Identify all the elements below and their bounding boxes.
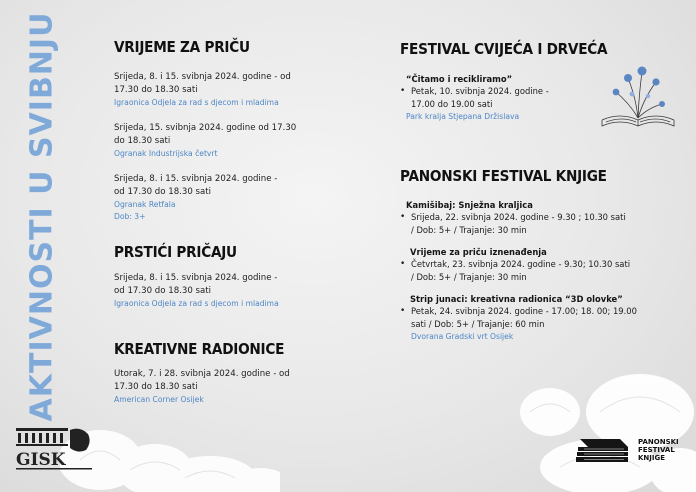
vertical-title-text: AKTIVNOSTI U SVIBNJU xyxy=(24,11,60,421)
section-panonski-festival xyxy=(400,167,665,343)
event-item: Strip junaci: kreativna radionica “3D olovke” • Petak, 24. svibnja 2024. godine - 17.00; 18. 00; 19.00 sati / Dob: 5+ / Trajanje: 60 min Dvorana Gradski vrt Osijek xyxy=(400,293,665,343)
section-prstici-pricaju xyxy=(114,243,344,310)
event-item: Kamišibaj: Snježna kraljica • Srijeda, 22. svibnja 2024. godine - 9.30 ; 10.30 sati / Dob: 5+ / Trajanje: 30 min xyxy=(400,199,665,237)
gisk-logo-text: GISK xyxy=(16,450,66,470)
event-subtitle: Vrijeme za priču iznenađenja xyxy=(410,247,547,257)
vertical-title xyxy=(22,11,62,421)
section-title: VRIJEME ZA PRIČU xyxy=(114,38,250,56)
event-item: “Čitamo i recikliramo” • Petak, 10. svibnja 2024. godine - 17.00 do 19.00 sati Park kralja Stjepana Držislava xyxy=(400,73,665,123)
venue-text: American Corner Osijek xyxy=(114,395,204,404)
bullet-dot: • xyxy=(400,212,406,222)
bullet-dot: • xyxy=(400,86,406,96)
section-vrijeme-za-pricu xyxy=(114,38,344,223)
books-stack-icon xyxy=(574,433,632,467)
venue-text: Ogranak Retfala xyxy=(114,200,176,209)
event-entry: Srijeda, 8. i 15. svibnja 2024. godine - od 17.30 do 18.30 sati Igraonica Odjela za rad s djecom i mladima xyxy=(114,71,344,109)
bullet-dot: • xyxy=(400,306,406,316)
event-subtitle: Kamišibaj: Snježna kraljica xyxy=(406,200,533,210)
venue-text: Ogranak Industrijska četvrt xyxy=(114,149,218,158)
venue-text: Igraonica Odjela za rad s djecom i mladima xyxy=(114,299,279,308)
left-column xyxy=(114,38,344,406)
panonski-festival-logo-text: PANONSKI FESTIVAL KNJIGE xyxy=(638,438,679,462)
panonski-festival-logo xyxy=(574,432,684,468)
event-entry: Srijeda, 15. svibnja 2024. godine od 17.30 do 18.30 sati Ogranak Industrijska četvrt xyxy=(114,122,344,160)
event-item: Vrijeme za priču iznenađenja • Četvrtak, 23. svibnja 2024. godine - 9.30; 10.30 sati / Dob: 5+ / Trajanje: 30 min xyxy=(400,246,665,284)
bullet-dot: • xyxy=(400,259,406,269)
venue-text: Park kralja Stjepana Držislava xyxy=(406,112,520,121)
event-entry: Srijeda, 8. i 15. svibnja 2024. godine - od 17.30 do 18.30 sati Ogranak Retfala Dob: 3+ xyxy=(114,173,344,223)
age-text: Dob: 3+ xyxy=(114,212,146,221)
event-entry: Utorak, 7. i 28. svibnja 2024. godine - od 17.30 do 18.30 sati American Corner Osijek xyxy=(114,368,344,406)
section-kreativne-radionice xyxy=(114,340,344,406)
venue-text: Igraonica Odjela za rad s djecom i mladima xyxy=(114,98,279,107)
gisk-logo xyxy=(12,424,96,474)
section-title: PRSTIĆI PRIČAJU xyxy=(114,243,237,261)
book-flowers-illustration xyxy=(596,58,680,138)
section-title: PANONSKI FESTIVAL KNJIGE xyxy=(400,167,607,185)
event-subtitle: “Čitamo i recikliramo” xyxy=(406,74,513,84)
section-title: KREATIVNE RADIONICE xyxy=(114,340,285,358)
event-entry: Srijeda, 8. i 15. svibnja 2024. godine - od 17.30 do 18.30 sati Igraonica Odjela za rad s djecom i mladima xyxy=(114,272,344,310)
section-title: FESTIVAL CVIJEĆA I DRVEĆA xyxy=(400,40,608,58)
event-subtitle: Strip junaci: kreativna radionica “3D olovke” xyxy=(410,294,623,304)
venue-text: Dvorana Gradski vrt Osijek xyxy=(411,332,514,341)
